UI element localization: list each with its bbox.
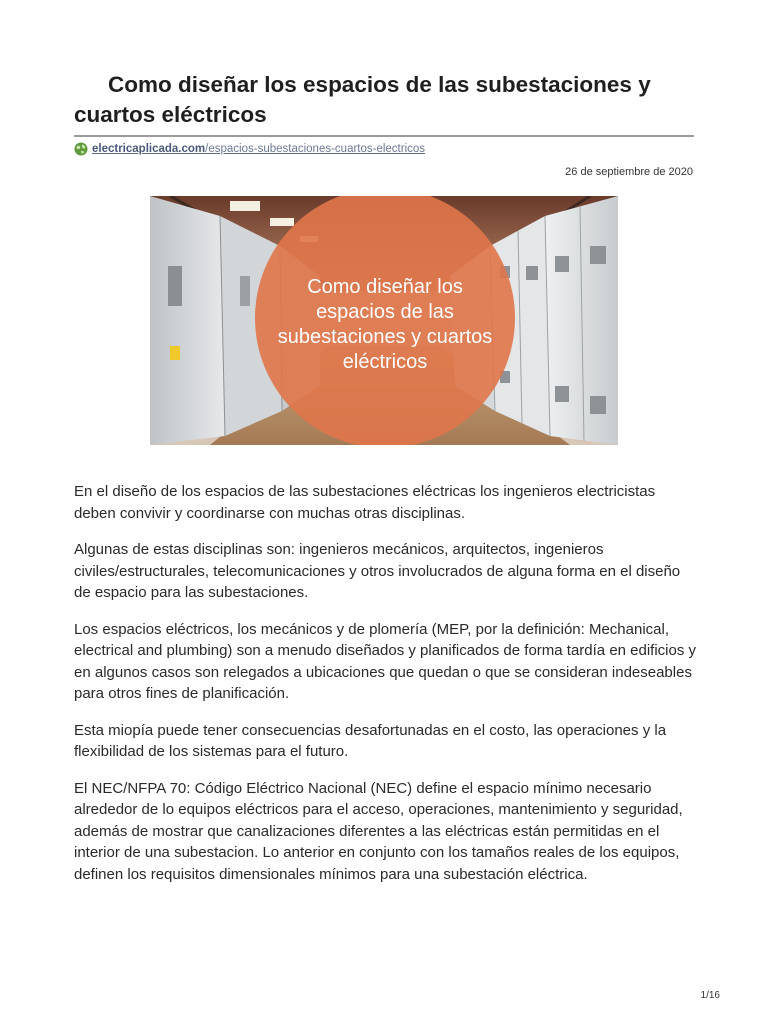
overlay-line-4: eléctricos (342, 351, 428, 373)
source-link[interactable] (92, 143, 425, 155)
hero-image (150, 196, 618, 445)
page-indicator: 1/16 (700, 990, 720, 1001)
title-divider (74, 135, 694, 137)
overlay-line-2: espacios de las (316, 301, 454, 323)
article-body (74, 481, 698, 900)
overlay-line-3: subestaciones y cuartos (277, 326, 493, 348)
paragraph: Esta miopía puede tener consecuencias desafortunadas en el costo, las operaciones y la flexibilidad de los sistemas para el futuro. (74, 721, 667, 760)
source-domain: electricaplicada.com (92, 143, 206, 155)
overlay-line-1: Como diseñar los (307, 276, 463, 298)
source-path: /espacios-subestaciones-cuartos-electricos (205, 143, 426, 155)
paragraph: Algunas de estas disciplinas son: ingenieros mecánicos, arquitectos, ingenieros civiles/estructurales, telecomunicaciones y otros involucrados de alguna forma en el diseño de espacio para las subestaciones. (74, 541, 681, 601)
paragraph: Los espacios eléctricos, los mecánicos y de plomería (MEP, por la definición: Mechanical, electrical and plumbing) son a menudo diseñados y planificados de forma tardía en edificios y en algunos casos son relegados a ubicaciones que quedan o que se consideran indeseables para otros fines de planificación. (74, 620, 697, 702)
hero-illustration (150, 196, 618, 445)
article-title: Como diseñar los espacios de las subestaciones y cuartos eléctricos (74, 72, 651, 127)
publish-date: 26 de septiembre de 2020 (565, 166, 693, 178)
source-line (74, 141, 425, 157)
globe-icon (74, 142, 88, 156)
paragraph: En el diseño de los espacios de las subestaciones eléctricas los ingenieros electricistas deben convivir y coordinarse con muchas otras disciplinas. (74, 483, 656, 522)
paragraph: El NEC/NFPA 70: Código Eléctrico Nacional (NEC) define el espacio mínimo necesario alrededor de lo equipos eléctricos para el acceso, operaciones, mantenimiento y seguridad, además de mostrar que canalizaciones diferentes a las eléctricas están permitidas en el interior de una subestacion. Lo anterior en conjunto con los tamaños reales de los equipos, definen los requisitos dimensionales mínimos para una subestación eléctrica. (74, 779, 683, 883)
